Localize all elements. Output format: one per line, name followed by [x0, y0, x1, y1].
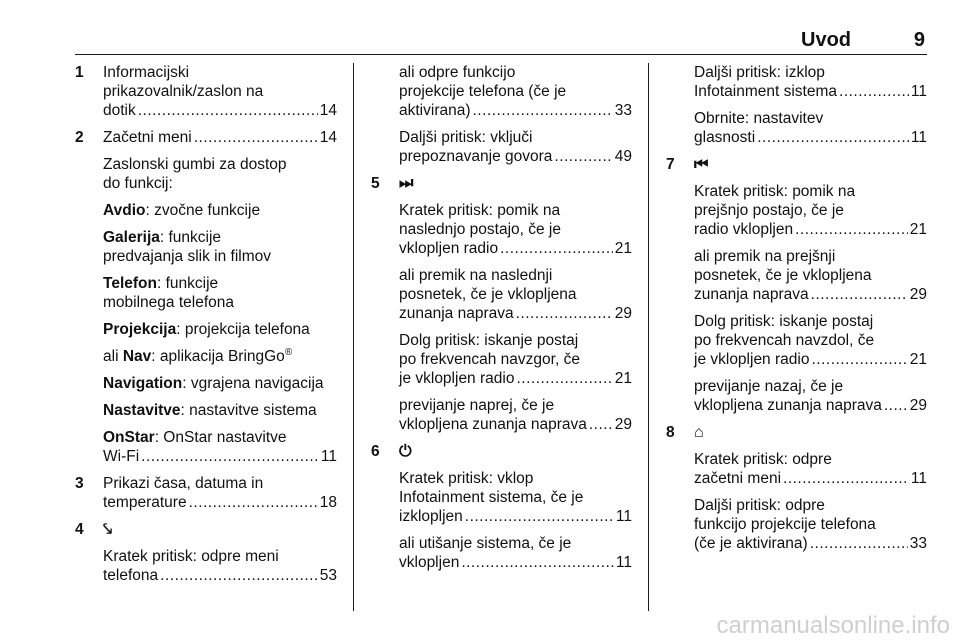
page-ref: 29	[909, 286, 927, 303]
toc-line: aktivirana) ..... 33	[399, 101, 632, 120]
entry-3	[75, 474, 337, 512]
toc-line: telefona ..... 53	[103, 566, 337, 585]
entry-1	[75, 63, 337, 120]
page-ref: 29	[614, 305, 632, 322]
watermark: carmanualsonline.info	[716, 612, 950, 639]
toc-line: je vklopljen radio ..... 21	[399, 369, 632, 388]
entry-number: 6	[371, 443, 380, 460]
home-icon: ⌂	[694, 424, 704, 441]
entry-4-cont: ali odpre funkcijo projekcije telefona (če je aktivirana) ..... 33 Daljši pritisk: vključi prepoznavanje govora ..... 49	[371, 63, 632, 166]
toc-line: glasnosti ..... 11	[694, 128, 927, 147]
toc-line: zunanja naprava ..... 29	[399, 304, 632, 323]
page-ref: 14	[319, 129, 337, 146]
entry-6-cont: Daljši pritisk: izklop Infotainment sistema ..... 11 Obrnite: nastavitev glasnosti ..... 11	[666, 63, 927, 147]
entry-number: 8	[666, 424, 675, 441]
page-ref: 18	[319, 494, 337, 511]
entry-2	[75, 128, 337, 466]
function-navigation: Navigation: vgrajena navigacija	[103, 375, 324, 392]
toc-line: vklopljen radio ..... 21	[399, 239, 632, 258]
toc-line: temperature ..... 18	[103, 493, 337, 512]
toc-line: dotik ..... 14	[103, 101, 337, 120]
entry-text: do funkcij:	[103, 175, 173, 192]
entry-4	[75, 520, 337, 585]
phone-icon: ⤥	[103, 521, 113, 538]
page-title: Uvod	[801, 29, 851, 51]
entry-number: 7	[666, 156, 675, 173]
function-nav: ali Nav: aplikacija BringGo®	[103, 347, 293, 365]
page-ref: 14	[319, 102, 337, 119]
page-header	[75, 28, 927, 55]
entry-text: Zaslonski gumbi za dostop	[103, 156, 287, 173]
column-divider	[353, 63, 354, 611]
page-ref: 29	[909, 397, 927, 414]
function-projekcija: Projekcija: projekcija telefona	[103, 321, 310, 338]
entry-8: 8 ⌂ Kratek pritisk: odpre začetni meni ..... 11 Daljši pritisk: odpre funkcijo projekcije telefona (če je aktivirana) ..... 33	[666, 423, 927, 553]
toc-line: vklopljen ..... 11	[399, 553, 632, 572]
entry-7: 7 ⏮ Kratek pritisk: pomik na prejšnjo postajo, če je radio vklopljen ..... 21 ali premik na prejšnji posnetek, če je vklopljena zunanja naprava ..... 29 Dolg pritisk: iskanje postaj po frekvencah navzdol, če je vklopljen radio ..... 21 previjanje nazaj, če je vklopljena zunanja naprava ..... 29	[666, 155, 927, 415]
page-ref: 11	[615, 554, 632, 571]
page-ref: 11	[910, 83, 927, 100]
column-divider	[648, 63, 649, 611]
function-telefon: Telefon: funkcije mobilnega telefona	[103, 275, 234, 311]
toc-line: Wi-Fi ..... 11	[103, 447, 337, 466]
page-ref: 21	[614, 370, 632, 387]
entry-text: Kratek pritisk: odpre meni	[103, 548, 279, 565]
page-ref: 21	[909, 351, 927, 368]
toc-line: je vklopljen radio ..... 21	[694, 350, 927, 369]
toc-line: zunanja naprava ..... 29	[694, 285, 927, 304]
power-icon: ⏻	[399, 443, 412, 460]
entry-number: 5	[371, 175, 380, 192]
entry-text: prikazovalnik/zaslon na	[103, 83, 264, 100]
toc-line: vklopljena zunanja naprava ..... 29	[694, 396, 927, 415]
function-onstar: OnStar: OnStar nastavitve Wi-Fi ..... 11	[103, 428, 337, 466]
toc-line: radio vklopljen ..... 21	[694, 220, 927, 239]
entry-text: Informacijski	[103, 64, 190, 81]
entry-number: 4	[75, 521, 84, 538]
page-ref: 11	[320, 448, 337, 465]
entry-text: Prikazi časa, datuma in	[103, 475, 264, 492]
page-ref: 29	[614, 416, 632, 433]
toc-line: Začetni meni ..... 14	[103, 128, 337, 147]
column-3	[666, 63, 927, 561]
entry-number: 1	[75, 64, 84, 81]
page-ref: 11	[910, 129, 927, 146]
toc-line: Infotainment sistema ..... 11	[694, 82, 927, 101]
page-ref: 49	[614, 148, 632, 165]
function-avdio: Avdio: zvočne funkcije	[103, 202, 261, 219]
page-ref: 21	[909, 221, 927, 238]
toc-line: (če je aktivirana) ..... 33	[694, 534, 927, 553]
page-ref: 53	[319, 567, 337, 584]
toc-line: prepoznavanje govora ..... 49	[399, 147, 632, 166]
column-2	[371, 63, 632, 580]
page-ref: 11	[910, 470, 927, 487]
entry-number: 2	[75, 129, 84, 146]
entry-number: 3	[75, 475, 84, 492]
page-ref: 33	[614, 102, 632, 119]
toc-line: začetni meni ..... 11	[694, 469, 927, 488]
entry-5: 5 ⏭ Kratek pritisk: pomik na naslednjo postajo, če je vklopljen radio ..... 21 ali premik na naslednji posnetek, če je vklopljena zunanja naprava ..... 29 Dolg pritisk: iskanje postaj po frekvencah navzgor, če je vklopljen radio ..... 21 previjanje naprej, če je vklopljena zunanja naprava ..... 29	[371, 174, 632, 434]
next-track-icon: ⏭	[399, 175, 414, 192]
function-galerija: Galerija: funkcije predvajanja slik in filmov	[103, 229, 271, 265]
page-ref: 11	[615, 508, 632, 525]
page-number: 9	[913, 29, 925, 51]
previous-track-icon: ⏮	[694, 156, 709, 173]
column-1	[75, 63, 337, 593]
page-ref: 33	[909, 535, 927, 552]
toc-line: vklopljena zunanja naprava ..... 29	[399, 415, 632, 434]
function-nastavitve: Nastavitve: nastavitve sistema	[103, 402, 317, 419]
entry-6: 6 ⏻ Kratek pritisk: vklop Infotainment sistema, če je izklopljen ..... 11 ali utišanje sistema, če je vklopljen ..... 11	[371, 442, 632, 572]
page-ref: 21	[614, 240, 632, 257]
toc-line: izklopljen ..... 11	[399, 507, 632, 526]
